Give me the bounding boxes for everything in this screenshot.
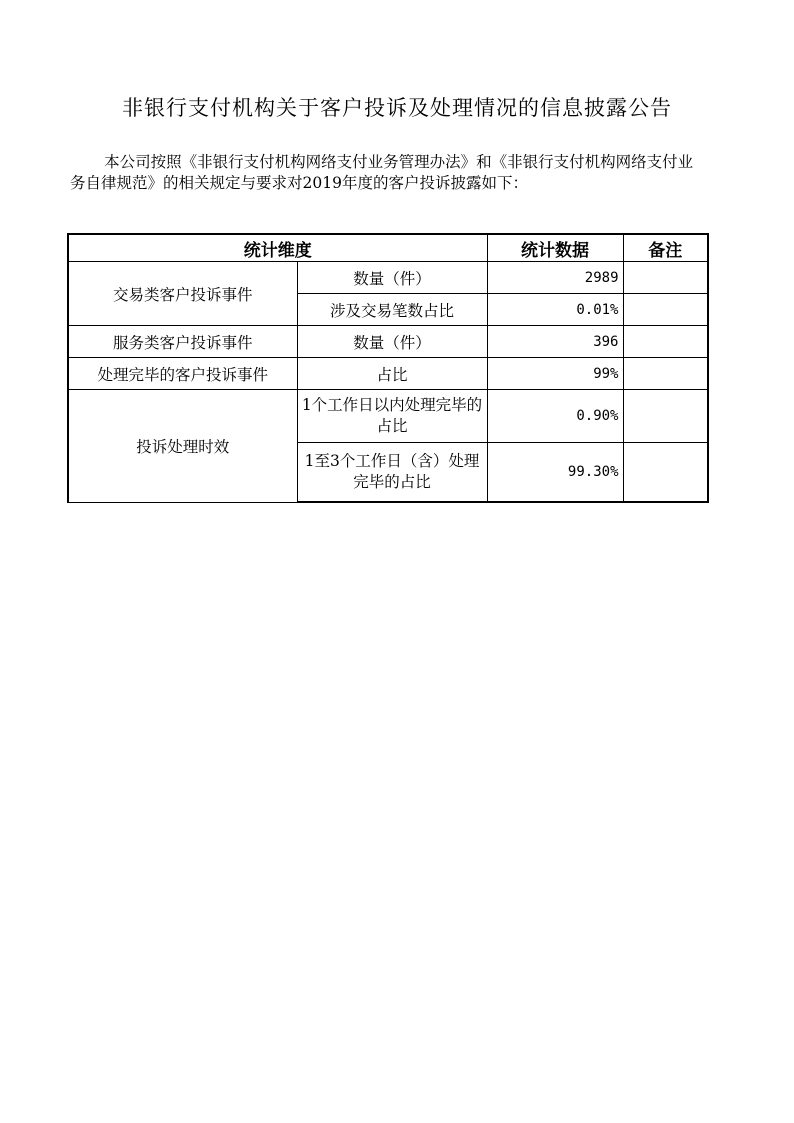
category-cell: 处理完毕的客户投诉事件 xyxy=(68,358,297,390)
value-cell: 99% xyxy=(487,358,623,390)
remark-cell xyxy=(623,443,708,503)
value-cell: 99.30% xyxy=(487,443,623,503)
complaint-statistics-table xyxy=(67,233,709,503)
header-remark: 备注 xyxy=(623,234,708,262)
remark-cell xyxy=(623,294,708,326)
table-row xyxy=(68,326,708,358)
value-cell: 0.90% xyxy=(487,390,623,443)
table-row xyxy=(68,262,708,294)
metric-cell: 涉及交易笔数占比 xyxy=(297,294,487,326)
remark-cell xyxy=(623,390,708,443)
metric-cell: 1个工作日以内处理完毕的占比 xyxy=(297,390,487,443)
remark-cell xyxy=(623,262,708,294)
category-cell: 投诉处理时效 xyxy=(68,390,297,503)
table-row xyxy=(68,390,708,443)
metric-cell: 数量（件） xyxy=(297,326,487,358)
remark-cell xyxy=(623,358,708,390)
remark-cell xyxy=(623,326,708,358)
metric-cell: 数量（件） xyxy=(297,262,487,294)
metric-cell: 占比 xyxy=(297,358,487,390)
metric-cell: 1至3个工作日（含）处理完毕的占比 xyxy=(297,443,487,503)
intro-paragraph: 本公司按照《非银行支付机构网络支付业务管理办法》和《非银行支付机构网络支付业务自律规范》的相关规定与要求对2019年度的客户投诉披露如下： xyxy=(70,153,694,192)
value-cell: 2989 xyxy=(487,262,623,294)
value-cell: 396 xyxy=(487,326,623,358)
document-title: 非银行支付机构关于客户投诉及处理情况的信息披露公告 xyxy=(122,96,672,120)
table-header-row xyxy=(68,234,708,262)
category-cell: 交易类客户投诉事件 xyxy=(68,262,297,326)
header-data: 统计数据 xyxy=(487,234,623,262)
category-cell: 服务类客户投诉事件 xyxy=(68,326,297,358)
table-row xyxy=(68,358,708,390)
value-cell: 0.01% xyxy=(487,294,623,326)
header-dimension: 统计维度 xyxy=(68,234,487,262)
